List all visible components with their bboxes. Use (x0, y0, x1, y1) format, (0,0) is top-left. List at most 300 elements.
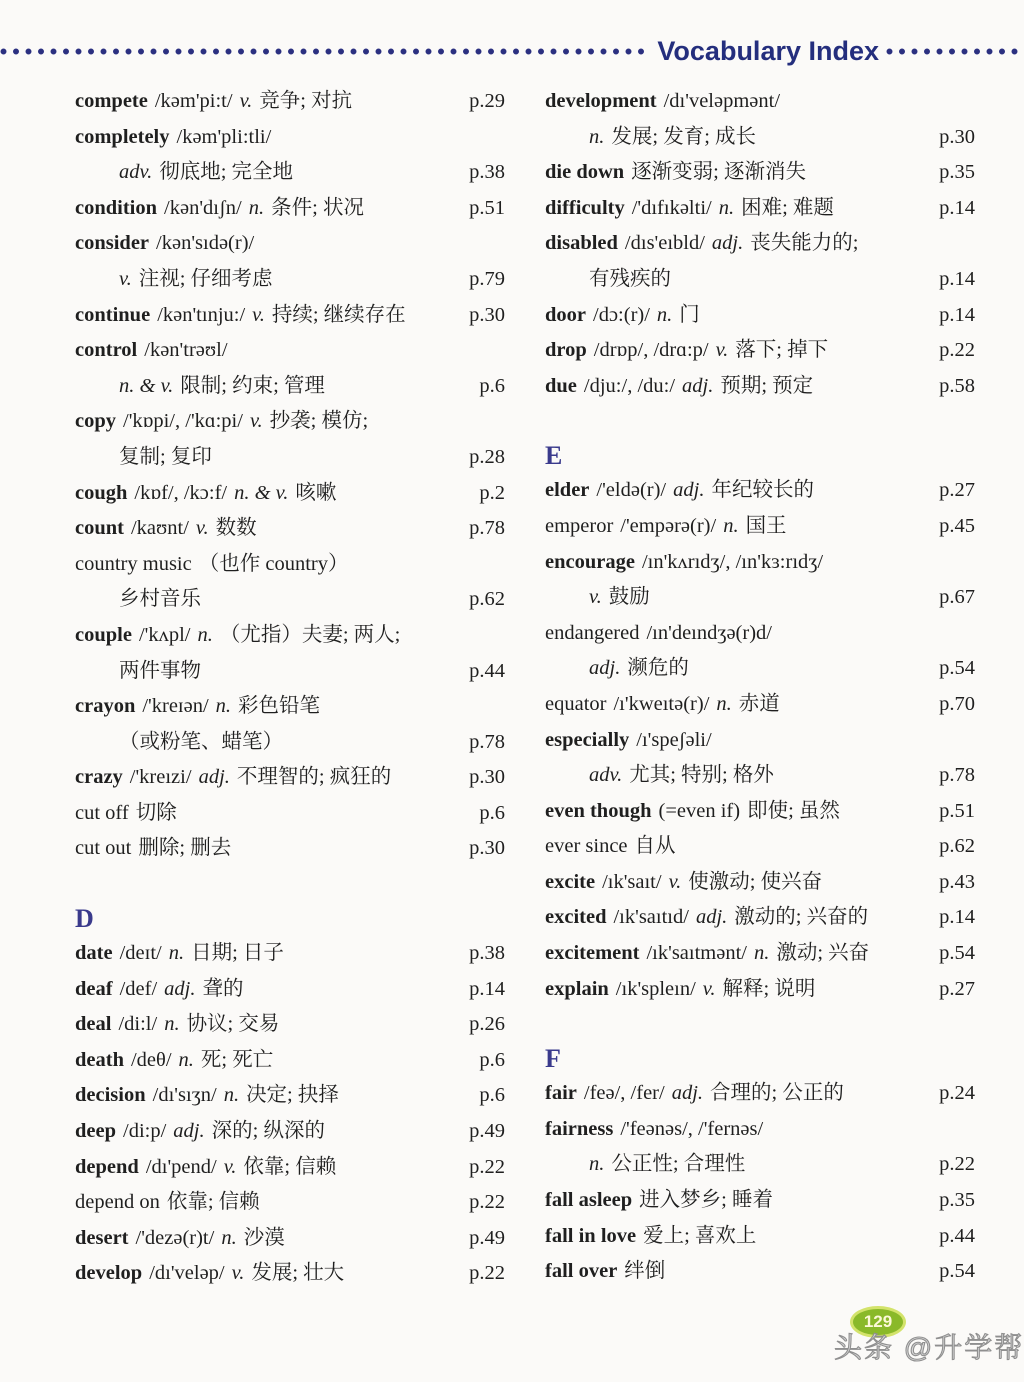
index-entry (75, 84, 505, 120)
page-header (0, 36, 1024, 66)
chinese-gloss: 丧失能力的; (750, 232, 859, 255)
index-entry (545, 545, 975, 581)
chinese-gloss: 抄袭; 模仿; (269, 410, 369, 433)
page-ref: p.2 (479, 481, 505, 504)
phonetic: /def/ (119, 977, 158, 1000)
entry-text (545, 155, 806, 191)
phonetic: (=even if) (658, 799, 741, 822)
part-of-speech: n. (221, 1226, 237, 1249)
dotted-rule-right (886, 48, 1024, 55)
chinese-gloss: 预期; 预定 (720, 374, 814, 397)
part-of-speech: n. (164, 1013, 180, 1036)
chinese-gloss: 使激动; 使兴奋 (688, 870, 823, 893)
index-entry (545, 723, 975, 759)
entry-text (545, 262, 671, 298)
entry-text (75, 1114, 325, 1150)
page-ref: p.14 (939, 196, 975, 219)
phonetic: /'kʌpl/ (138, 623, 191, 646)
index-entry (75, 1043, 505, 1079)
part-of-speech: n. (718, 196, 735, 219)
entry-text (545, 298, 700, 334)
phonetic: /kɒf/, /kɔ:f/ (134, 481, 228, 504)
entry-continuation-line (75, 440, 505, 476)
chinese-gloss: 深的; 纵深的 (211, 1120, 325, 1143)
chinese-gloss: （尤指）夫妻; 两人; (219, 623, 401, 646)
chinese-gloss: 公正性; 合理性 (611, 1153, 746, 1176)
phonetic: /'feənəs/, /'fernəs/ (620, 1117, 764, 1140)
entry-continuation-line (75, 262, 505, 298)
phonetic: /'dezə(r)t/ (135, 1226, 215, 1249)
entry-text (75, 120, 271, 156)
phonetic: /'eldə(r)/ (596, 479, 667, 502)
entry-text (545, 84, 780, 120)
page-ref: p.54 (939, 942, 975, 965)
page-ref: p.44 (939, 1224, 975, 1247)
entry-text (545, 580, 650, 616)
index-entry (75, 476, 505, 512)
phonetic: /dı'veləp/ (149, 1262, 225, 1285)
page-ref: p.51 (469, 196, 505, 219)
page-ref: p.22 (469, 1155, 505, 1178)
phonetic: /'kɒpi/, /'kɑ:pi/ (123, 410, 243, 433)
index-entry (75, 1078, 505, 1114)
entry-text (75, 1185, 260, 1221)
index-entry (75, 1007, 505, 1043)
index-entry (545, 972, 975, 1008)
page-ref: p.45 (939, 514, 975, 537)
page-ref: p.70 (939, 692, 975, 715)
part-of-speech: n. (215, 695, 232, 718)
vocab-column-left (75, 84, 505, 1292)
index-entry (545, 84, 975, 120)
part-of-speech: v. (231, 1262, 245, 1285)
headword: cut off (75, 801, 129, 824)
phonetic: /kəm'pi:t/ (154, 90, 233, 112)
index-entry (545, 936, 975, 972)
index-entry (75, 796, 505, 832)
index-entry (545, 509, 975, 545)
entry-text (545, 1147, 745, 1183)
phonetic: /dıs'eıbld/ (624, 232, 705, 255)
page-ref: p.22 (939, 1153, 975, 1176)
chinese-gloss: 尤其; 特别; 格外 (629, 764, 774, 787)
entry-text (545, 829, 676, 865)
headword: death (75, 1048, 124, 1071)
headword: depend on (75, 1191, 160, 1214)
headword: cut out (75, 837, 132, 860)
phonetic: /deθ/ (130, 1048, 172, 1071)
part-of-speech: adj. (711, 232, 744, 255)
headword: deal (75, 1013, 112, 1036)
phonetic: /feə/, /fer/ (583, 1082, 665, 1105)
index-entry (545, 333, 975, 369)
chinese-gloss: 自从 (634, 835, 676, 858)
index-entry (75, 972, 505, 1008)
headword: encourage (545, 550, 635, 573)
page-ref: p.51 (939, 799, 975, 822)
entry-text (545, 758, 774, 794)
phonetic: /kən'tınju:/ (157, 303, 246, 326)
part-of-speech: v. (239, 90, 253, 112)
part-of-speech: adj. (198, 766, 230, 789)
entry-text (545, 509, 787, 545)
index-entry (75, 404, 505, 440)
entry-text (75, 936, 284, 972)
headword: couple (75, 623, 132, 646)
page-title: Vocabulary Index (657, 35, 879, 66)
chinese-gloss: 沙漠 (243, 1226, 285, 1249)
part-of-speech: adj. (682, 374, 714, 397)
chinese-gloss: 决定; 抉择 (246, 1084, 339, 1107)
part-of-speech: n. (168, 942, 185, 965)
headword: compete (75, 90, 148, 112)
entry-text (545, 1183, 773, 1219)
index-entry (545, 900, 975, 936)
entry-text (545, 616, 772, 652)
phonetic: /di:l/ (118, 1013, 158, 1036)
chinese-gloss: 赤道 (738, 692, 780, 715)
phonetic: /ı'speʃəli/ (636, 728, 712, 751)
chinese-gloss: 限制; 约束; 管理 (180, 374, 325, 397)
headword: continue (75, 303, 151, 326)
entry-text (75, 1256, 344, 1292)
page-ref: p.38 (469, 942, 505, 965)
chinese-gloss: 持续; 继续存在 (271, 303, 406, 326)
page-ref: p.28 (469, 445, 505, 468)
watermark-text: 头条 @升学帮 (834, 1332, 1024, 1363)
chinese-gloss: 濒危的 (627, 657, 689, 680)
section-letter: D (75, 904, 94, 934)
vocab-column-right (545, 84, 975, 1292)
chinese-gloss: 咳嗽 (295, 481, 337, 504)
chinese-gloss: 逐渐变弱; 逐渐消失 (631, 161, 807, 184)
page-ref: p.35 (939, 1189, 975, 1212)
page-ref: p.78 (939, 764, 975, 787)
headword: develop (75, 1262, 143, 1285)
headword: completely (75, 125, 170, 148)
page-ref: p.29 (469, 90, 505, 112)
index-entry (75, 1221, 505, 1257)
part-of-speech: v. (252, 303, 265, 326)
phonetic: /dı'veləpmənt/ (663, 90, 781, 112)
headword: especially (545, 728, 630, 751)
headword: country music (75, 552, 192, 575)
page-ref: p.78 (469, 730, 505, 753)
headword: crayon (75, 695, 136, 718)
index-entry (545, 687, 975, 723)
page-ref: p.35 (939, 161, 975, 184)
page-ref: p.30 (469, 766, 505, 789)
part-of-speech: n. (723, 514, 739, 537)
part-of-speech: adj. (695, 906, 728, 929)
chinese-gloss: 竞争; 对抗 (259, 90, 353, 112)
part-of-speech: n. & v. (234, 481, 289, 504)
chinese-gloss: 发展; 壮大 (251, 1262, 345, 1285)
headword: date (75, 942, 113, 965)
page-ref: p.62 (469, 588, 505, 611)
entry-continuation-line (545, 580, 975, 616)
chinese-gloss: 依靠; 信赖 (243, 1155, 337, 1178)
chinese-gloss: 死; 死亡 (200, 1048, 274, 1071)
headword: explain (545, 977, 609, 1000)
entry-text (75, 972, 243, 1008)
dotted-rule-left (0, 48, 650, 55)
chinese-gloss: 有残疾的 (589, 267, 671, 290)
chinese-gloss: 条件; 状况 (271, 196, 364, 219)
phonetic: /ı'kweıtə(r)/ (613, 692, 710, 715)
entry-text (545, 1219, 756, 1255)
index-entry (75, 333, 505, 369)
phonetic: /kən'dıʃn/ (164, 196, 242, 219)
index-entry (75, 120, 505, 156)
page-ref: p.67 (939, 586, 975, 609)
index-entry (75, 1114, 505, 1150)
phonetic: /'kreɪən/ (142, 695, 209, 718)
page-ref: p.22 (469, 1262, 505, 1285)
part-of-speech: n. (197, 623, 213, 646)
headword: development (545, 90, 657, 112)
index-entry (545, 794, 975, 830)
phonetic: /kəm'pli:tli/ (176, 125, 272, 148)
page-ref: p.22 (469, 1191, 505, 1214)
chinese-gloss: 协议; 交易 (186, 1013, 280, 1036)
part-of-speech: v. (223, 1155, 237, 1178)
part-of-speech: v. (715, 339, 729, 362)
chinese-gloss: 乡村音乐 (119, 588, 201, 611)
page-ref: p.78 (469, 517, 505, 540)
headword: difficulty (545, 196, 625, 219)
chinese-gloss: 聋的 (202, 977, 244, 1000)
index-entry (545, 226, 975, 262)
chinese-gloss: 复制; 复印 (119, 445, 212, 468)
index-entry (75, 226, 505, 262)
part-of-speech: v. (668, 870, 682, 893)
headword: disabled (545, 232, 618, 255)
page-ref: p.6 (479, 374, 505, 397)
entry-continuation-line (545, 262, 975, 298)
chinese-gloss: 注视; 仔细考虑 (138, 267, 273, 290)
chinese-gloss: 鼓励 (608, 586, 650, 609)
index-entry (545, 829, 975, 865)
entry-continuation-line (75, 369, 505, 405)
page-ref: p.30 (469, 837, 505, 860)
index-entry (545, 865, 975, 901)
entry-continuation-line (545, 120, 975, 156)
index-entry (75, 760, 505, 796)
page-ref: p.44 (469, 659, 505, 682)
part-of-speech: n. (178, 1048, 194, 1071)
page-ref: p.62 (939, 835, 975, 858)
headword: emperor (545, 514, 614, 537)
chinese-gloss: 国王 (745, 514, 787, 537)
entry-text (545, 191, 834, 227)
entry-text (75, 725, 283, 761)
page-ref: p.24 (939, 1082, 975, 1105)
page-ref: p.26 (469, 1013, 505, 1036)
chinese-gloss: 数数 (215, 517, 257, 540)
chinese-gloss: 发展; 发育; 成长 (611, 125, 757, 148)
chinese-gloss: 爱上; 喜欢上 (643, 1224, 757, 1247)
headword: crazy (75, 766, 123, 789)
chinese-gloss: 彩色铅笔 (238, 695, 321, 718)
index-entry (545, 1219, 975, 1255)
page-ref: p.58 (939, 374, 975, 397)
chinese-gloss: 即使; 虽然 (747, 799, 840, 822)
phonetic: /ık'saıtmənt/ (646, 942, 747, 965)
part-of-speech: v. (589, 586, 602, 609)
headword: elder (545, 479, 590, 502)
part-of-speech: v. (119, 267, 132, 290)
chinese-gloss: 进入梦乡; 睡着 (639, 1189, 773, 1212)
page-ref: p.14 (469, 977, 505, 1000)
headword: desert (75, 1226, 129, 1249)
headword: condition (75, 196, 158, 219)
entry-text (75, 582, 201, 618)
entry-text (75, 298, 406, 334)
chinese-gloss: 激动; 兴奋 (776, 942, 870, 965)
page-ref: p.27 (939, 977, 975, 1000)
entry-text (75, 1150, 336, 1186)
phonetic: /ık'spleın/ (615, 977, 696, 1000)
headword: decision (75, 1084, 146, 1107)
headword: drop (545, 339, 587, 362)
part-of-speech: n. (223, 1084, 240, 1107)
page-ref: p.38 (469, 161, 505, 184)
entry-continuation-line (75, 155, 505, 191)
entry-text (75, 84, 352, 120)
page-ref: p.14 (939, 267, 975, 290)
part-of-speech: adj. (673, 479, 705, 502)
page-ref: p.27 (939, 479, 975, 502)
headword: cough (75, 481, 128, 504)
part-of-speech: adv. (119, 161, 153, 184)
entry-text (545, 369, 813, 405)
entry-text (75, 226, 254, 262)
phonetic: /'empərə(r)/ (620, 514, 717, 537)
entry-continuation-line (545, 1147, 975, 1183)
headword: door (545, 303, 586, 326)
index-entry (545, 473, 975, 509)
entry-text (545, 545, 823, 581)
page-number-badge: 129 (850, 1306, 906, 1338)
chinese-gloss: 切除 (135, 801, 177, 824)
phonetic: /dı'pend/ (145, 1155, 217, 1178)
entry-text (545, 794, 840, 830)
headword: excited (545, 906, 607, 929)
entry-text (75, 760, 391, 796)
phonetic: /deɪt/ (119, 942, 162, 965)
entry-text (545, 972, 815, 1008)
part-of-speech: n. (656, 303, 673, 326)
part-of-speech: adj. (671, 1082, 704, 1105)
chinese-gloss: 日期; 日子 (191, 942, 284, 965)
part-of-speech: n. & v. (119, 374, 174, 397)
page-ref: p.79 (469, 267, 505, 290)
phonetic: /kən'trəʊl/ (144, 339, 228, 362)
headword: depend (75, 1155, 139, 1178)
phonetic: /'kreızi/ (129, 766, 192, 789)
part-of-speech: adj. (589, 657, 621, 680)
page-ref: p.49 (469, 1120, 505, 1143)
entry-text (545, 1112, 763, 1148)
page-ref: p.30 (939, 125, 975, 148)
part-of-speech: v. (249, 410, 263, 433)
entry-text (545, 936, 869, 972)
entry-continuation-line (545, 651, 975, 687)
chinese-gloss: 不理智的; 疯狂的 (236, 766, 392, 789)
page-ref: p.6 (479, 1048, 505, 1071)
headword: deaf (75, 977, 113, 1000)
page-ref: p.54 (939, 657, 975, 680)
entry-text (75, 404, 368, 440)
headword: die down (545, 161, 625, 184)
phonetic: /dɔ:(r)/ (593, 303, 650, 326)
chinese-gloss: （或粉笔、蜡笔） (119, 730, 283, 753)
chinese-gloss: 落下; 掉下 (735, 339, 829, 362)
chinese-gloss: 依靠; 信赖 (166, 1191, 260, 1214)
index-entry (75, 936, 505, 972)
chinese-gloss: 删除; 删去 (138, 837, 232, 860)
index-entry (545, 1254, 975, 1290)
index-entry (75, 1150, 505, 1186)
chinese-gloss: 门 (679, 303, 700, 326)
part-of-speech: adj. (173, 1120, 205, 1143)
headword: excitement (545, 942, 640, 965)
index-entry (545, 1112, 975, 1148)
index-entry (75, 1185, 505, 1221)
chinese-gloss: 两件事物 (119, 659, 201, 682)
headword: control (75, 339, 138, 362)
entry-text (545, 1076, 844, 1112)
entry-text (545, 473, 814, 509)
index-entry (75, 298, 505, 334)
chinese-gloss: 绊倒 (624, 1260, 666, 1283)
entry-continuation-line (75, 654, 505, 690)
part-of-speech: n. (589, 125, 605, 148)
entry-text (75, 689, 320, 725)
index-entry (75, 618, 505, 654)
entry-text (75, 1221, 285, 1257)
part-of-speech: adv. (589, 764, 623, 787)
phonetic: /di:p/ (123, 1120, 167, 1143)
entry-continuation-line (545, 758, 975, 794)
headword: endangered (545, 621, 640, 644)
chinese-gloss: 激动的; 兴奋的 (734, 906, 869, 929)
page-ref: p.14 (939, 906, 975, 929)
page-ref: p.49 (469, 1226, 505, 1249)
headword: copy (75, 410, 116, 433)
chinese-gloss: 彻底地; 完全地 (159, 161, 294, 184)
entry-text (75, 547, 348, 583)
entry-text (75, 440, 212, 476)
entry-text (75, 369, 325, 405)
page-ref: p.54 (939, 1260, 975, 1283)
entry-text (75, 476, 336, 512)
page-ref: p.6 (479, 1084, 505, 1107)
headword: ever since (545, 835, 628, 858)
entry-text (75, 831, 231, 867)
index-entry (545, 1076, 975, 1112)
phonetic: /'dıfıkəlti/ (631, 196, 712, 219)
phonetic: /dju:/, /du:/ (583, 374, 676, 397)
phonetic: /kən'sıdə(r)/ (156, 232, 255, 255)
part-of-speech: n. (753, 942, 770, 965)
entry-text (75, 796, 177, 832)
entry-text (545, 120, 756, 156)
phonetic: /ın'kʌrıdʒ/, /ın'kɜ:rıdʒ/ (641, 550, 824, 573)
index-entry (545, 155, 975, 191)
vocab-index-body (75, 84, 975, 1292)
